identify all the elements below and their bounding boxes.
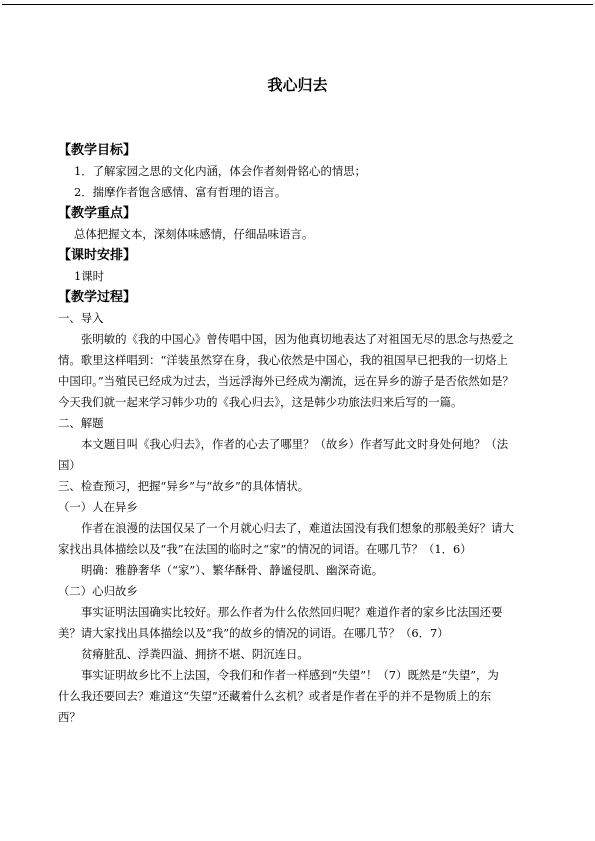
- sub1-line-1: 作者在浪漫的法国仅呆了一个月就心归去了，难道法国没有我们想象的那般美好？请大: [81, 521, 514, 535]
- sub2-closing-2: 什么我还要回去？难道这“失望”还藏着什么玄机？或者是作者在乎的并不是物质上的东: [58, 689, 492, 703]
- part3-heading: 三、检查预习，把握“异乡”与“故乡”的具体情状。: [58, 479, 310, 493]
- document-body: [58, 140, 540, 728]
- goals-heading: 【教学目标】: [58, 143, 137, 158]
- process-heading: 【教学过程】: [58, 290, 137, 305]
- part2-line-1: 本文题目叫《我心归去》，作者的心去了哪里？（故乡）作者写此文时身处何地？（法: [81, 437, 509, 451]
- sub2-line-1: 事实证明法国确实比较好。那么作者为什么依然回归呢？难道作者的家乡比法国还要: [81, 605, 503, 619]
- sub2-closing-3: 西？: [58, 710, 81, 724]
- sub2-line-2: 美？请大家找出具体描绘以及“我”的故乡的情况的词语。在哪几节？（6．7）: [58, 626, 449, 640]
- part1-line-3: 中国印。”当殖民已经成为过去，当远浮海外已经成为潮流，远在异乡的游子是否依然如是？: [58, 374, 514, 388]
- sub2-answer: 贫瘠脏乱、浮粪四溢、拥挤不堪、阴沉连日。: [81, 647, 309, 661]
- sub2-heading: （二）心归故乡: [58, 584, 138, 598]
- part1-line-4: 今天我们就一起来学习韩少功的《我心归去》，这是韩少功旅法归来后写的一篇。: [58, 395, 463, 409]
- part2-heading: 二、解题: [58, 416, 104, 430]
- part1-line-2: 情。歌里这样唱到：“洋装虽然穿在身，我心依然是中国心，我的祖国早已把我的一切烙上: [58, 353, 509, 367]
- goal-item-2: 2．揣摩作者饱含感情、富有哲理的语言。: [74, 185, 287, 199]
- part1-line-1: 张明敏的《我的中国心》曾传唱中国，因为他真切地表达了对祖国无尽的思念与热爱之: [81, 332, 514, 346]
- sub1-line-2: 家找出具体描绘以及“我”在法国的临时之“家”的情况的词语。在哪几节？（1．6）: [58, 542, 472, 556]
- header-rule: [2, 4, 593, 5]
- sub1-answer: 明确：雅静奢华（“家”）、繁华酥骨、静谧侵肌、幽深奇诡。: [81, 563, 384, 577]
- part2-line-2: 国）: [58, 458, 81, 472]
- key-points-heading: 【教学重点】: [58, 206, 137, 221]
- sub2-closing-1: 事实证明故乡比不上法国，令我们和作者一样感到“失望”！（7）既然是“失望”，为: [81, 668, 499, 682]
- schedule-text: 1课时: [74, 269, 105, 283]
- sub1-heading: （一）人在异乡: [58, 500, 138, 514]
- key-points-text: 总体把握文本，深刻体味感情，仔细品味语言。: [74, 227, 314, 241]
- page-title: 我心归去: [267, 76, 328, 94]
- part1-heading: 一、导入: [58, 311, 104, 325]
- schedule-heading: 【课时安排】: [58, 248, 137, 263]
- goal-item-1: 1．了解家园之思的文化内涵，体会作者刻骨铭心的情思；: [74, 164, 367, 178]
